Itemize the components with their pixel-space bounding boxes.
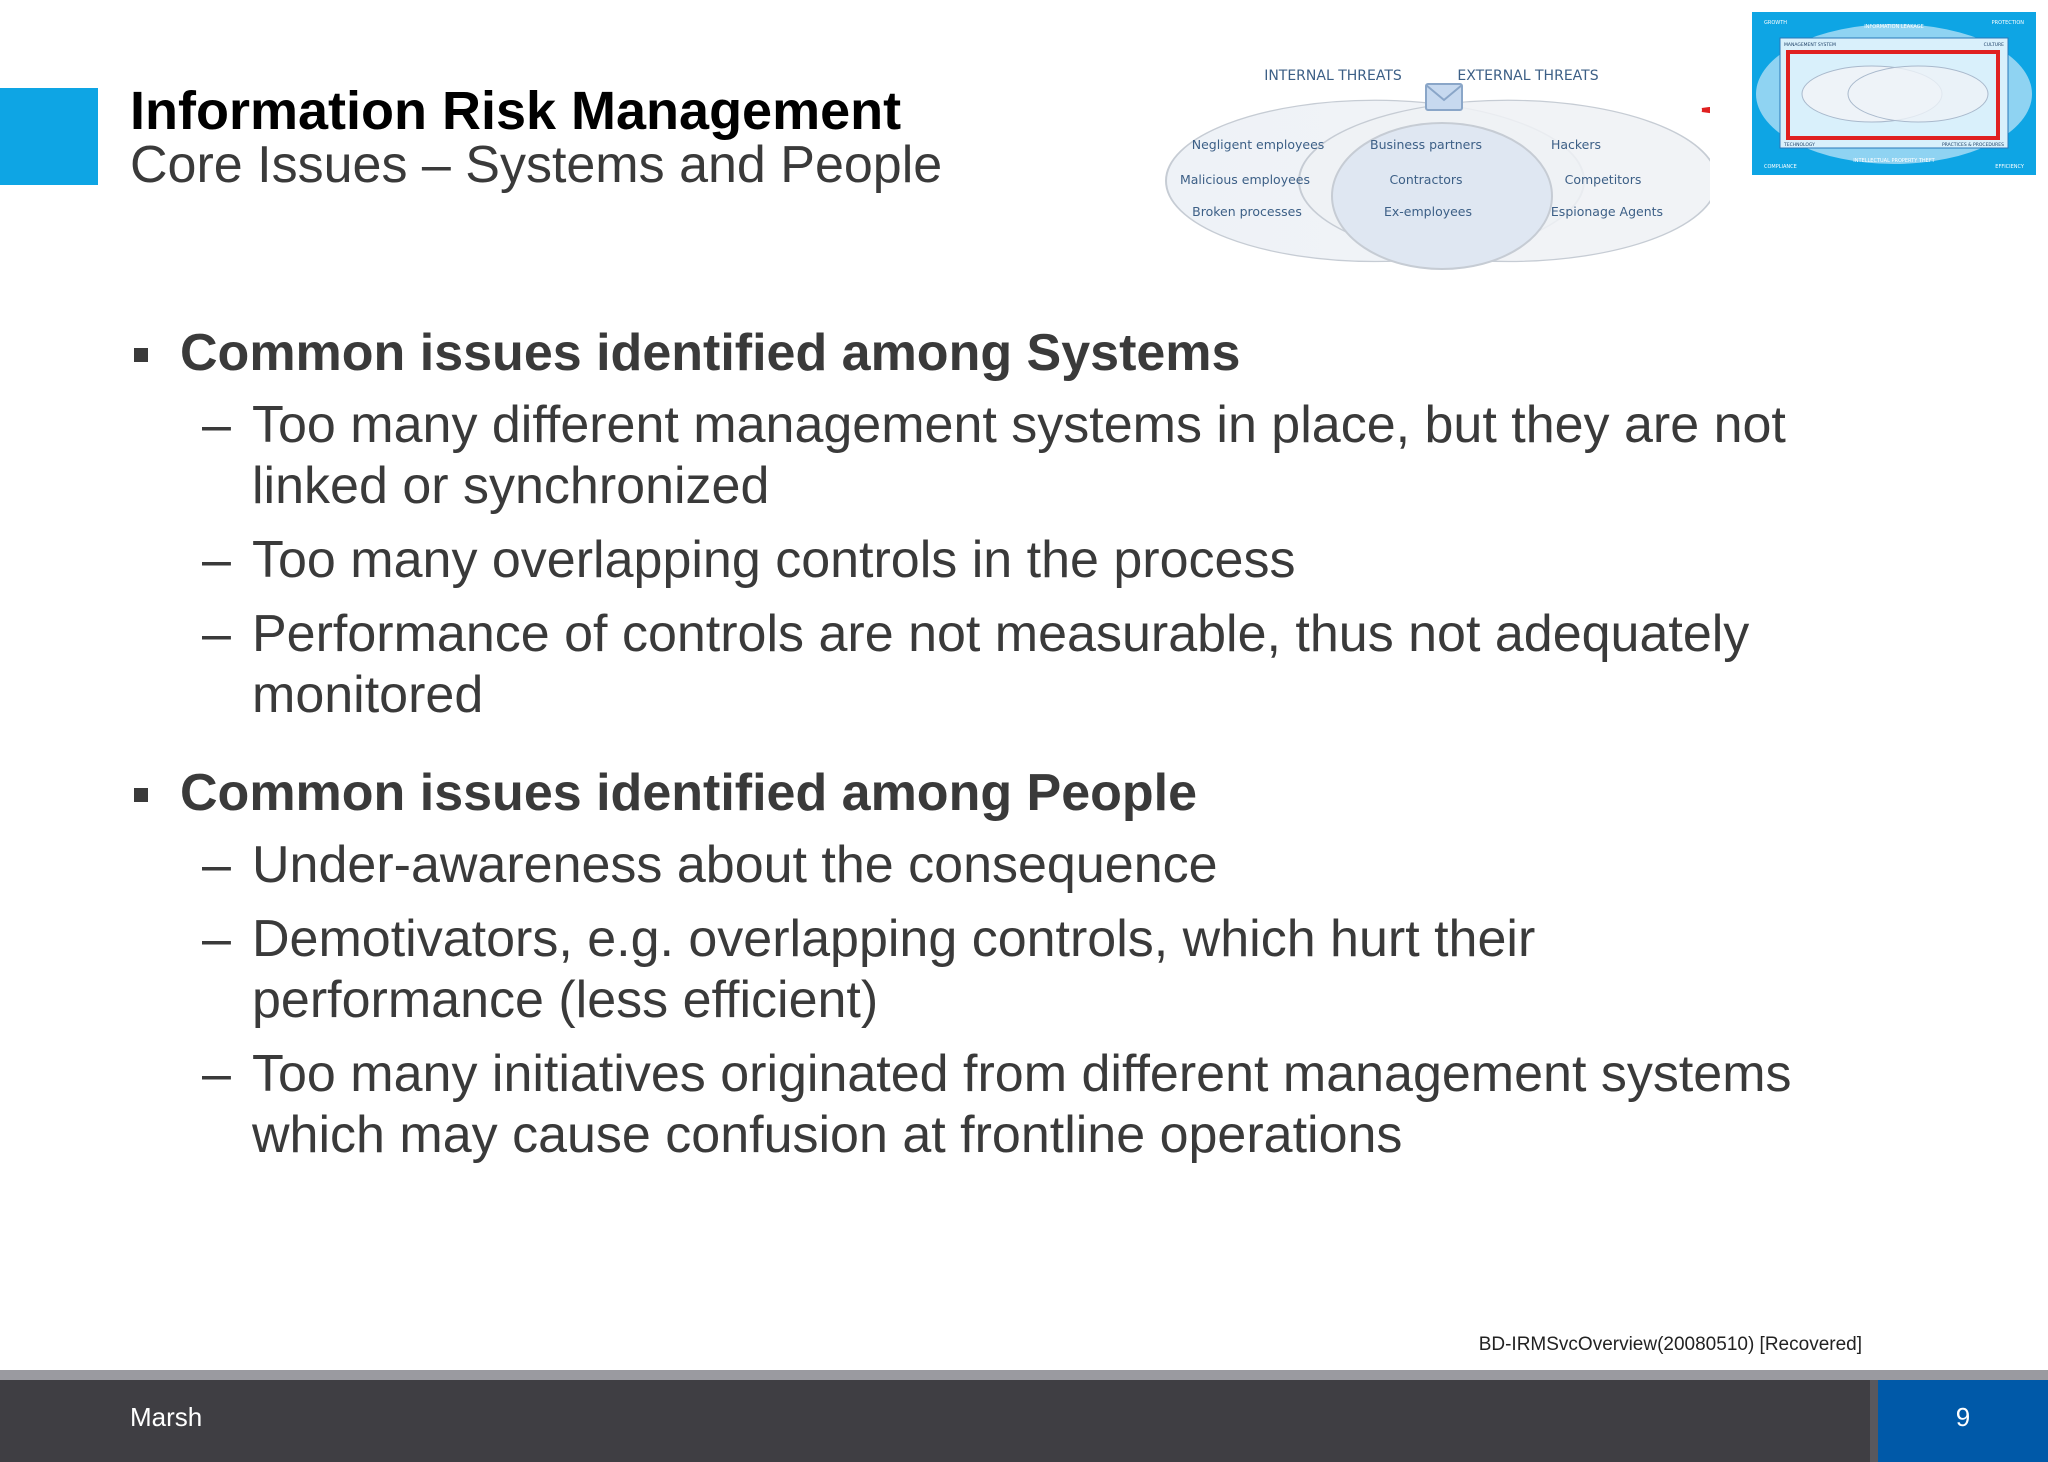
bullet-heading-people [130,762,1890,824]
sub-bullet-line: Under-awareness about the consequence [252,836,1218,894]
sub-bullet-line: which may cause confusion at frontline operations [252,1106,1403,1164]
thumb-top-label: INFORMATION LEAKAGE [1864,24,1924,30]
external-item: Espionage Agents [1550,204,1664,219]
dash-bullet-icon: – [202,531,231,589]
internal-item: Malicious employees [1179,172,1311,187]
thumb-corner-label: GROWTH [1764,20,1788,26]
sub-bullet-line: Too many overlapping controls in the process [252,531,1296,589]
framework-thumbnail [1752,12,2036,175]
sub-bullet [130,395,1890,517]
slide-subtitle: Core Issues – Systems and People [130,136,943,194]
sub-bullet-line: Too many different management systems in place, but they are not [252,396,1786,454]
external-item: Competitors [1564,172,1642,187]
shared-item: Ex-employees [1383,204,1473,219]
thumb-venn-right [1848,66,1988,122]
bullet-heading-text: Common issues identified among Systems [180,324,1241,382]
external-item: Hackers [1550,137,1602,152]
sub-bullet [130,530,1890,591]
pointer-line [1702,98,1710,122]
square-bullet-icon [134,348,148,362]
dash-bullet-icon: – [202,836,231,894]
sub-bullet-line: Performance of controls are not measurable, thus not adequately [252,605,1750,663]
internal-threats-label: INTERNAL THREATS [1264,68,1402,84]
thumb-bottom-label: INTELLECTUAL PROPERTY THEFT [1853,158,1935,164]
dash-bullet-icon: – [202,1045,231,1103]
thumb-corner-label: EFFICIENCY [1995,164,2024,170]
dash-bullet-icon: – [202,605,231,663]
thumb-corner-label: COMPLIANCE [1764,164,1797,170]
footer-divider [0,1370,2048,1380]
thumb-inner-label: MANAGEMENT SYSTEM [1784,43,1836,48]
sub-bullet-line: performance (less efficient) [252,971,879,1029]
bullet-heading-systems [130,322,1890,384]
slide-title: Information Risk Management [130,81,902,141]
footer-bar [0,1380,2048,1462]
sub-bullet [130,1044,1890,1166]
external-threats-label: EXTERNAL THREATS [1457,68,1599,84]
threats-venn-diagram [1150,60,1710,280]
sub-bullet-line: Demotivators, e.g. overlapping controls, which hurt their [252,910,1536,968]
accent-square [0,88,98,185]
shared-item: Business partners [1370,137,1482,152]
sub-bullet [130,909,1890,1031]
shared-item: Contractors [1389,172,1463,187]
thumb-corner-label: PROTECTION [1991,20,2024,26]
sub-bullet [130,604,1890,726]
page-number-separator [1870,1380,1878,1462]
envelope-icon [1426,84,1462,110]
thumb-inner-label: TECHNOLOGY [1784,143,1815,148]
thumb-inner-label: PRACTICES & PROCEDURES [1941,143,2004,148]
page-number: 9 [1955,1402,1971,1432]
dash-bullet-icon: – [202,396,231,454]
internal-item: Negligent employees [1191,137,1325,152]
internal-item: Broken processes [1192,204,1302,219]
sub-bullet [130,835,1890,896]
square-bullet-icon [134,788,148,802]
footer-brand: Marsh [130,1402,203,1432]
dash-bullet-icon: – [202,910,231,968]
sub-bullet-line: linked or synchronized [252,457,770,515]
bullet-heading-text: Common issues identified among People [180,764,1198,822]
sub-bullet-line: monitored [252,666,484,724]
sub-bullet-line: Too many initiatives originated from different management systems [252,1045,1792,1103]
thumb-inner-label: CULTURE [1983,43,2004,48]
document-reference: BD-IRMSvcOverview(20080510) [Recovered] [1478,1334,1862,1355]
bullet-content [130,322,1890,1166]
